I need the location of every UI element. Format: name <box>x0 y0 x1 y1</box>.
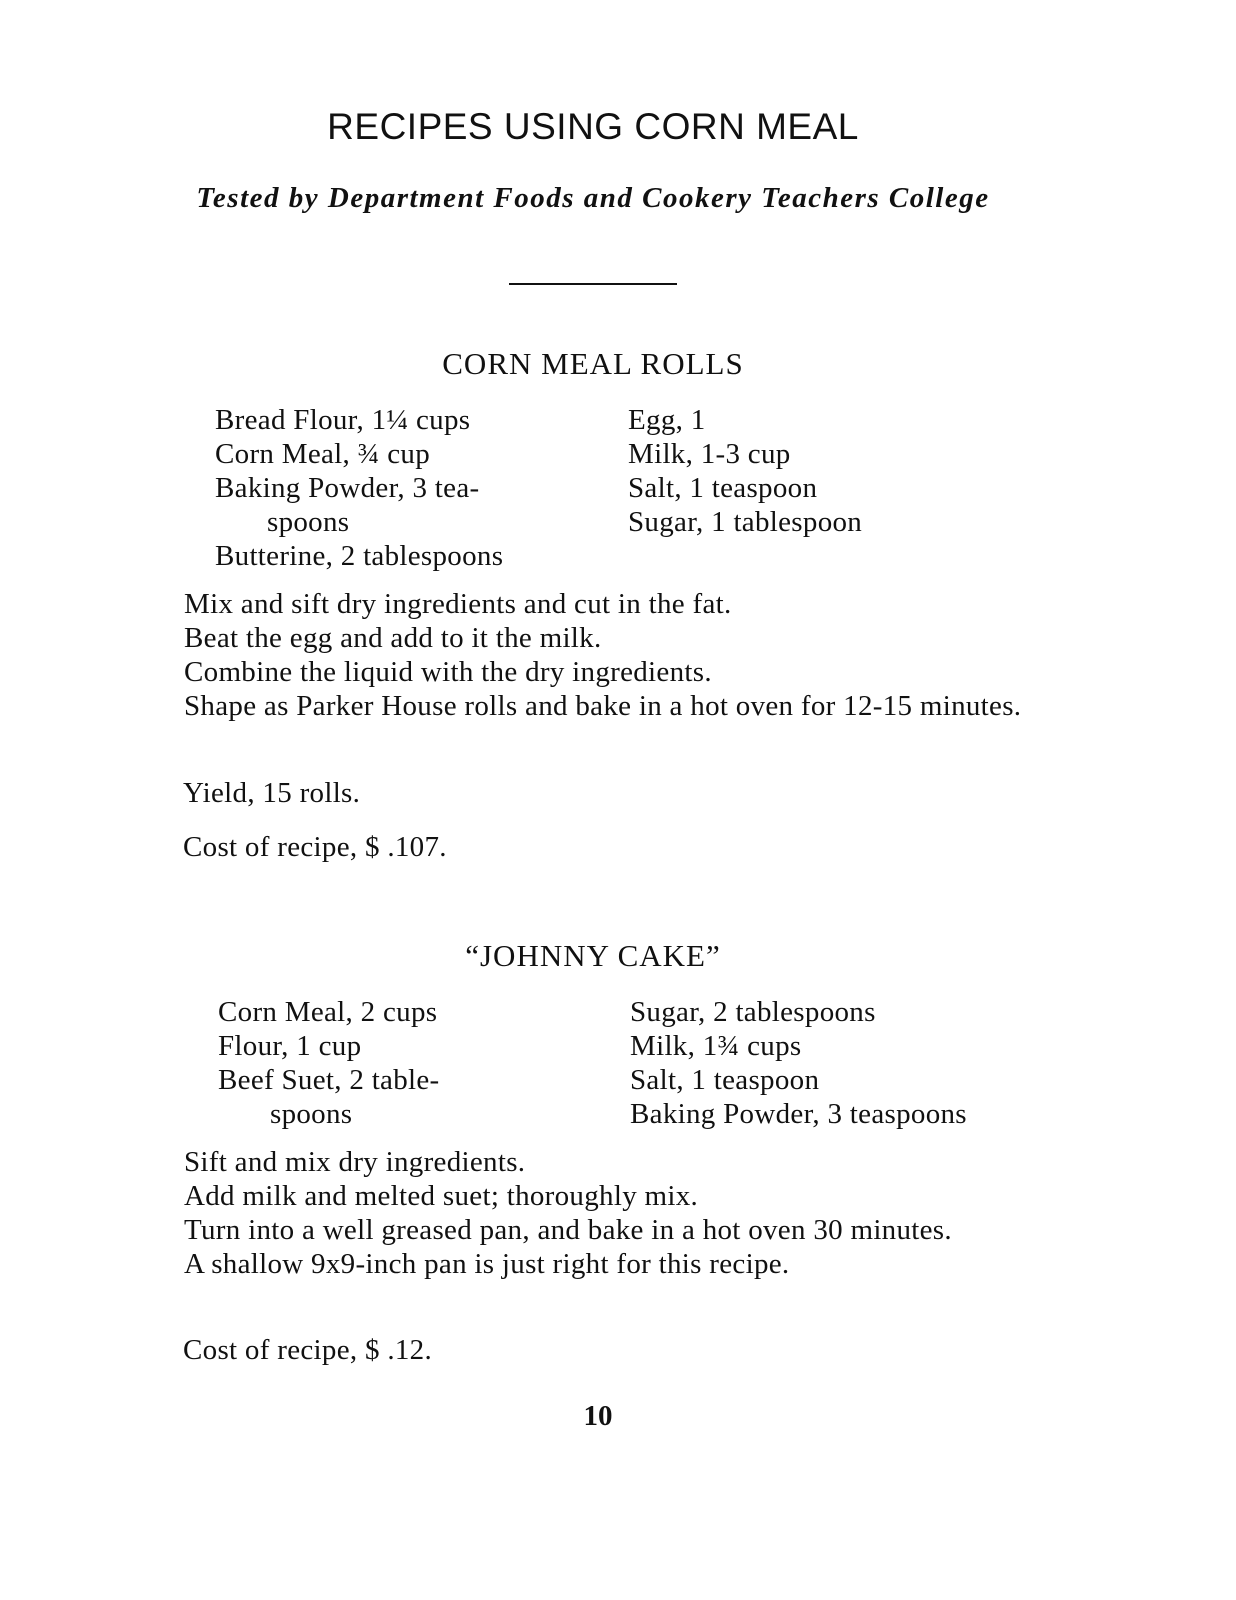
ingredient-item: Milk, 1-3 cup <box>628 438 791 470</box>
ingredients-right-column <box>628 403 862 539</box>
ingredient-item: Milk, 1¾ cups <box>630 1030 802 1062</box>
ingredient-item: Flour, 1 cup <box>218 1030 362 1062</box>
recipe-step: Sift and mix dry ingredients. <box>184 1146 526 1178</box>
recipe-step: Add milk and melted suet; thoroughly mix. <box>184 1180 699 1212</box>
ingredient-item: Corn Meal, 2 cups <box>218 996 438 1028</box>
ingredients-left-column <box>215 403 503 573</box>
ingredient-item: Baking Powder, 3 teaspoons <box>630 1098 967 1130</box>
recipe-title-johnny-cake: “JOHNNY CAKE” <box>465 938 721 973</box>
ingredient-item: Beef Suet, 2 table- spoons <box>218 1064 440 1130</box>
recipe-cost: Cost of recipe, $ .107. <box>183 831 447 863</box>
recipe-step: Mix and sift dry ingredients and cut in the fat. <box>184 588 732 620</box>
ingredient-item: Sugar, 2 tablespoons <box>630 996 876 1028</box>
ingredient-item: Sugar, 1 tablespoon <box>628 506 863 538</box>
ingredients-right-column <box>630 995 967 1131</box>
recipe-step: Shape as Parker House rolls and bake in a hot oven for 12-15 minutes. <box>184 690 1022 722</box>
recipe-steps <box>116 1145 1078 1281</box>
recipe-cost: Cost of recipe, $ .12. <box>183 1334 433 1366</box>
ingredient-item: Egg, 1 <box>628 404 706 436</box>
recipe-step: Turn into a well greased pan, and bake in a hot oven 30 minutes. <box>184 1214 952 1246</box>
recipe-title-corn-meal-rolls: CORN MEAL ROLLS <box>442 346 744 381</box>
recipe-steps <box>116 587 1078 723</box>
ingredient-item: Corn Meal, ¾ cup <box>215 438 431 470</box>
ingredient-item: Salt, 1 teaspoon <box>628 472 818 504</box>
ingredient-item: Bread Flour, 1¼ cups <box>215 404 471 436</box>
recipe-step: Beat the egg and add to it the milk. <box>184 622 602 654</box>
ingredient-item: Butterine, 2 tablespoons <box>215 540 504 572</box>
ingredient-item: Salt, 1 teaspoon <box>630 1064 820 1096</box>
page-number: 10 <box>583 1400 613 1432</box>
recipe-step: Combine the liquid with the dry ingredients. <box>184 656 712 688</box>
ingredient-item: Baking Powder, 3 tea- spoons <box>215 472 480 538</box>
recipe-yield: Yield, 15 rolls. <box>183 777 361 809</box>
title-divider-rule <box>509 283 677 285</box>
ingredients-left-column <box>218 995 440 1131</box>
recipe-step: A shallow 9x9-inch pan is just right for this recipe. <box>184 1248 790 1280</box>
page-title: RECIPES USING CORN MEAL <box>327 106 859 147</box>
page-subtitle: Tested by Department Foods and Cookery Teachers College <box>196 182 990 214</box>
